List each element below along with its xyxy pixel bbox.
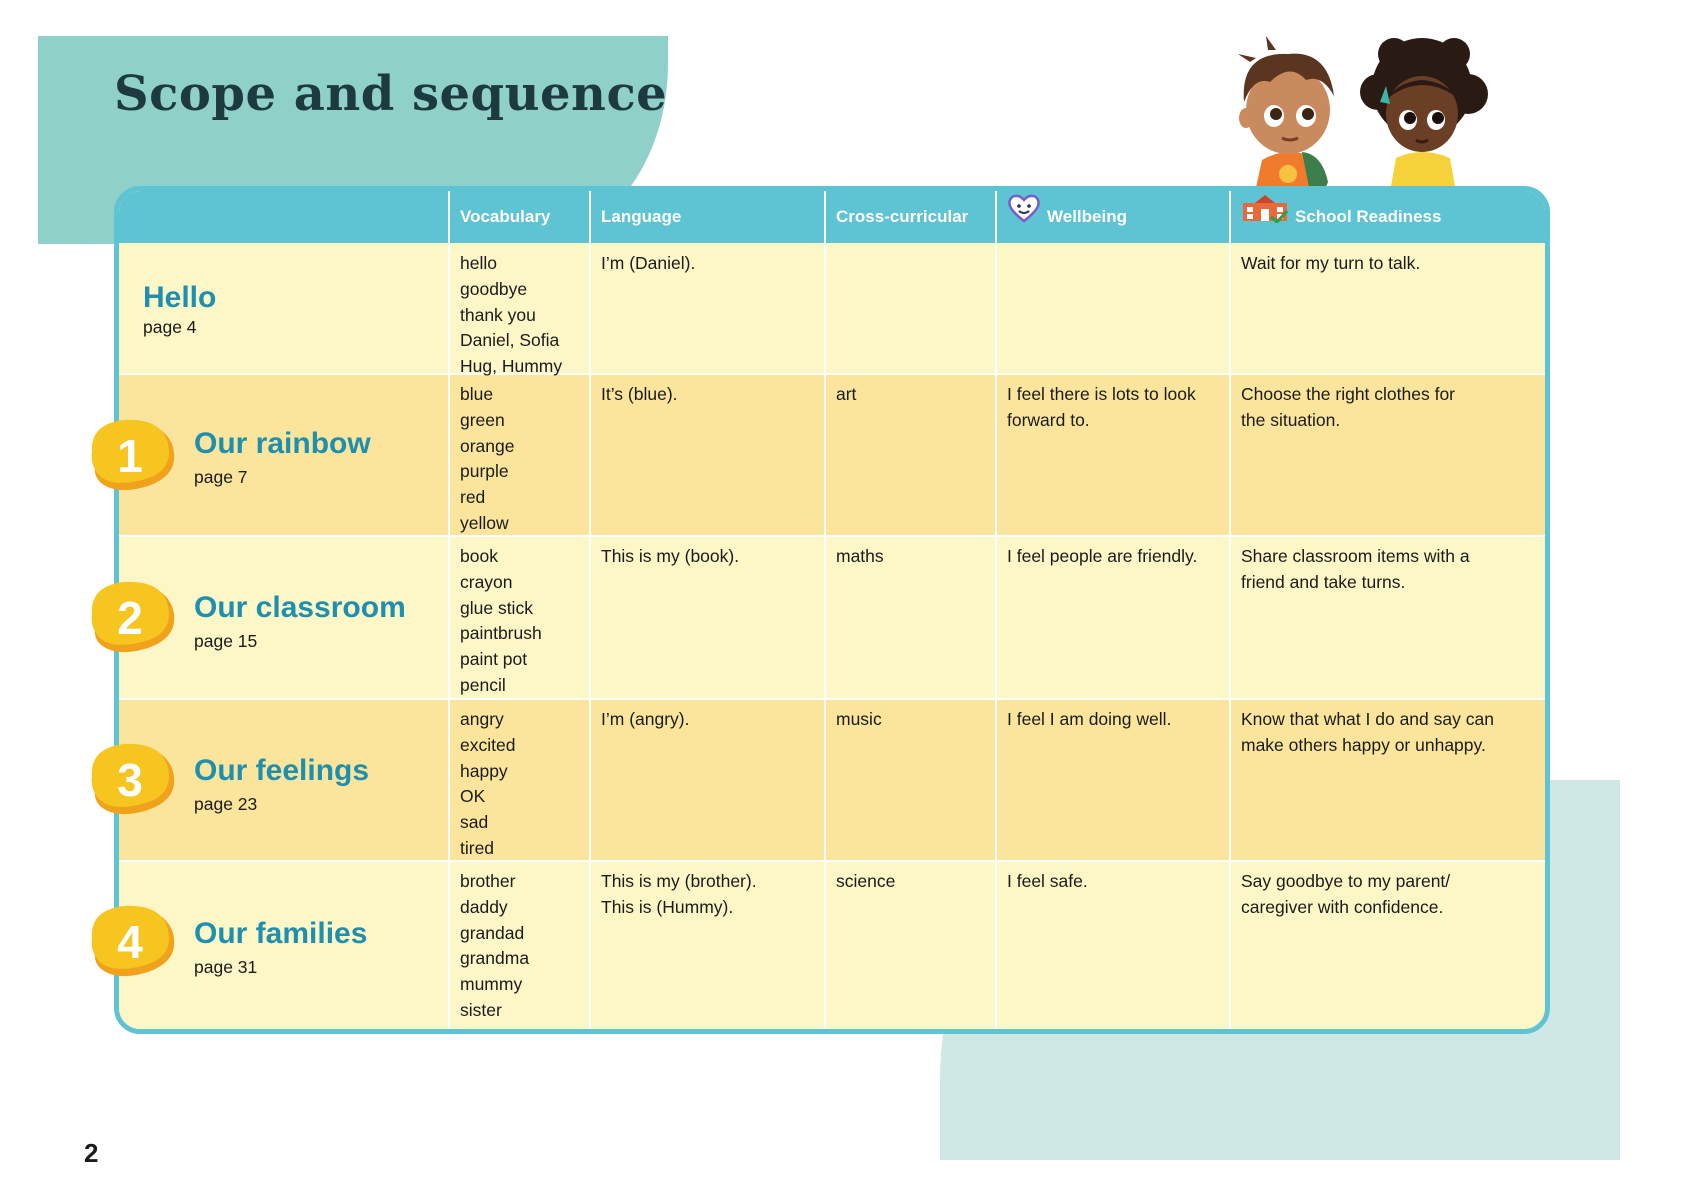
unit-title: Our families [194,917,368,950]
wellbeing-cell [997,374,1196,434]
school-readiness-text: friend and take turns. [1241,571,1406,592]
vocab-item: grandma [460,948,530,969]
language-cell [591,699,689,733]
wellbeing-text: I feel I am doing well. [1007,709,1172,729]
vocab-item: pencil [460,674,506,695]
unit-title: Our classroom [194,591,406,624]
wellbeing-text: I feel people are friendly. [1007,546,1198,566]
vocab-item: OK [460,786,486,807]
vocab-item: glue stick [460,597,533,618]
vocab-item: hello [460,253,497,273]
badge-number: 1 [117,430,143,482]
vocab-item: brother [460,871,516,891]
language-item: This is my (book). [601,546,740,566]
column-divider [995,191,997,1029]
school-readiness-text: Wait for my turn to talk. [1241,253,1421,273]
vocab-item: green [460,409,505,430]
school-building-icon [1241,192,1289,244]
school-readiness-cell [1231,243,1420,277]
unit-number-badge [86,902,178,980]
vocab-item: blue [460,384,494,404]
unit-number-badge [86,416,178,494]
school-readiness-text: Choose the right clothes for [1241,384,1456,404]
language-cell [591,374,678,408]
wellbeing-text: I feel there is lots to look [1007,384,1196,404]
vocab-item: happy [460,760,508,781]
school-readiness-cell [1231,699,1494,759]
header-cross-curricular: Cross-curricular [836,207,969,226]
children-illustration [1210,32,1510,192]
language-item: This is my (brother). [601,871,757,891]
vocab-item: grandad [460,922,525,943]
vocab-item: Hug, Hummy [460,356,563,377]
unit-page: page 15 [194,631,258,651]
vocab-item: book [460,546,498,566]
vocab-item: paintbrush [460,623,542,644]
unit-number-badge [86,740,178,818]
vocab-item: sad [460,812,489,833]
language-item: This is (Hummy). [601,896,734,917]
wellbeing-text: forward to. [1007,409,1090,430]
cross-curricular-cell [826,861,895,895]
header-language: Language [601,207,682,226]
heart-icon [1007,192,1041,244]
language-item: I’m (angry). [601,709,690,729]
vocab-item: paint pot [460,649,528,670]
language-cell [591,536,739,570]
wellbeing-cell [997,536,1197,570]
vocab-item: daddy [460,896,508,917]
school-readiness-cell [1231,861,1450,921]
unit-page: page 4 [143,317,197,337]
unit-title: Our feelings [194,754,370,787]
cross-curricular-cell [826,536,884,570]
unit-page: page 7 [194,467,248,487]
unit-number-badge [86,578,178,656]
vocabulary-cell [450,243,562,380]
vocab-item: Daniel, Sofia [460,330,560,351]
unit-title: Hello [143,281,217,314]
wellbeing-cell [997,699,1171,733]
column-divider [824,191,826,1029]
vocab-item: sister [460,999,502,1020]
school-readiness-text: the situation. [1241,409,1341,430]
language-item: I’m (Daniel). [601,253,696,273]
language-cell [591,861,757,921]
header-school-readiness-cell [1231,191,1441,243]
school-readiness-text: Say goodbye to my parent/ [1241,871,1451,891]
vocab-item: red [460,487,486,508]
school-readiness-text: caregiver with confidence. [1241,896,1444,917]
vocabulary-cell [450,536,542,699]
unit-title: Our rainbow [194,427,371,460]
unit-page: page 31 [194,957,258,977]
vocabulary-cell [450,699,515,862]
vocab-item: orange [460,435,515,456]
cross-curricular-text: science [836,871,896,891]
vocab-item: mummy [460,974,523,995]
vocab-item: tired [460,837,495,858]
vocab-item: thank you [460,304,536,325]
header-wellbeing-cell [997,191,1127,243]
badge-number: 2 [117,592,143,644]
school-readiness-text: Know that what I do and say can [1241,709,1494,729]
cross-curricular-text: music [836,709,882,729]
vocab-item: yellow [460,512,509,533]
page-title: Scope and sequence [114,66,668,122]
vocabulary-cell [450,374,515,537]
unit-page: page 23 [194,794,258,814]
header-vocabulary: Vocabulary [460,207,551,226]
language-cell [591,243,695,277]
cross-curricular-cell [826,699,882,733]
school-readiness-cell [1231,374,1455,434]
header-wellbeing: Wellbeing [1047,207,1127,226]
page-number: 2 [84,1138,99,1168]
vocab-item: angry [460,709,504,729]
school-readiness-text: Share classroom items with a [1241,546,1470,566]
vocab-item: purple [460,461,509,482]
vocab-item: goodbye [460,278,528,299]
girl-illustration [1360,38,1488,192]
scope-sequence-table [114,186,1550,1034]
boy-illustration [1238,36,1334,192]
badge-number: 3 [117,754,143,806]
language-item: It’s (blue). [601,384,678,404]
cross-curricular-text: art [836,384,857,404]
badge-number: 4 [117,916,143,968]
wellbeing-cell [997,861,1088,895]
cross-curricular-cell [826,374,856,408]
wellbeing-text: I feel safe. [1007,871,1088,891]
cross-curricular-text: maths [836,546,884,566]
vocabulary-cell [450,861,529,1024]
school-readiness-text: make others happy or unhappy. [1241,734,1486,755]
school-readiness-cell [1231,536,1470,596]
header-school-readiness: School Readiness [1295,207,1442,226]
vocab-item: crayon [460,571,513,592]
vocab-item: excited [460,734,516,755]
